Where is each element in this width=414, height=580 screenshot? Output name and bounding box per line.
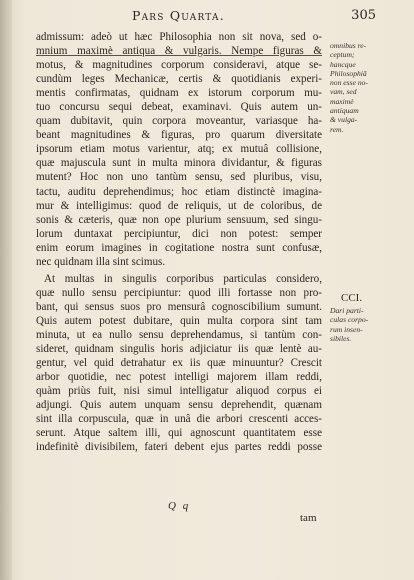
text-line: mur & intelligimus: quod de reliquis, ut de coloribus, de [36,199,322,212]
margin-note-line: rem. [330,124,344,134]
text-line: serunt. Atque saltem illi, qui agnoscunt quantitatem esse [36,427,322,440]
text-line: bant, qui sensus suos pro mensurâ cognoscibilium sumunt. [36,300,322,313]
margin-note-line: Philosophiā [330,68,367,78]
section-number: CCI. [341,292,363,304]
page-header [36,8,376,26]
text-line: ipsorum etiam motus varientur, atq; ex mutuâ collisione, [36,143,322,156]
text-line: tuo concursu sequi debeat, examinavi. Quis autem un- [36,101,322,114]
text-line: sideret, quidnam singulis horis adjiciatur iis quæ lentè au- [36,343,322,356]
text-line: sonis & cæteris, quæ non ope plurium sensuum, sed singu- [36,213,322,226]
text-line: mnium maximè antiqua & vulgaris. Nempe figuras & [36,45,322,58]
book-gutter [0,0,12,580]
text-line: arbor quotidie, nec potest intelligi majorem illam reddi, [36,371,322,384]
text-line: minuta, ut ea nullo sensu deprehendamus, si tantùm con- [36,328,322,341]
text-line: At multas in singulis corporibus particulas considero, [44,272,322,285]
running-head: Pars Quarta. [132,8,225,23]
text-line: nec quidnam illa sint scimus. [36,255,166,268]
text-line: gentur, vel quid detrahatur ex iis quæ minuuntur? Crescit [36,357,322,370]
text-line: mutent? Hoc non uno tantùm sensu, sed pluribus, visu, [36,171,322,184]
margin-note-line: rum insen- [330,324,363,334]
text-line: quæ nullo sensu percipiuntur: quod illi fortasse non pro- [36,286,322,299]
main-text [36,30,322,454]
margin-note-line: maximè [330,96,354,106]
text-line: indefinitè divisibilem, fateri debent ejus partes reddi posse [36,441,322,454]
text-line: mentis confirmatas, quidnam ex istorum corporum mu- [36,87,322,100]
page-number: 305 [351,8,376,23]
text-line: enim eorum imagines in cogitatione nostra sunt confusæ, [36,241,322,254]
text-line: lorum duntaxat percipiuntur, dici non potest: semper [36,227,322,240]
text-line: cundùm leges Mechanicæ, certis & quotidianis experi- [36,73,322,86]
margin-note-line: culas corpo- [330,315,369,325]
margin-note-line: & vulga- [330,115,358,125]
margin-note-line: antiquam [330,106,359,116]
text-line: tactu, auditu deprehendimus; hoc etiam distinctè imagina- [36,185,322,198]
catchword: tam [300,512,317,524]
text-line: quàm priùs fuit, nisi simul intelligatur aliquod corpus ei [36,385,322,398]
text-line: admissum: adeò ut hæc Philosophia non sit nova, sed o- [36,31,322,43]
margin-note-line: hancque [330,59,356,69]
text-line: quæ majuscula sunt in multa minora dividantur, & figuras [36,157,322,170]
text-line: quam dubitavit, quin corpora moveantur, variasque ha- [36,115,322,128]
margin-note-line: Dari parti- [330,306,364,315]
text-line: adjungi. Quis autem unquam sensu deprehendit, quænam [36,399,322,412]
text-line: beant magnitudines & figuras, pro quarum diversitate [36,129,322,142]
text-line: Quis autem potest dubitare, quin multa corpora sint tam [36,314,322,327]
signature-mark: Q q [168,500,191,512]
text-line: motus, & magnitudines corporum consideravi, atque se- [36,59,322,72]
text-line: sint illa corpuscula, quæ in unâ die arbori crescenti acces- [36,413,322,426]
margin-note-line: omnibus re- [330,41,367,50]
margin-note-line: vam, sed [330,87,357,97]
margin-note-line: ceptum; [330,50,355,60]
margin-note-line: non esse no- [330,78,368,88]
margin-note-line: sibiles. [330,333,352,343]
section-margin-note [330,306,396,343]
margin-note [330,41,396,134]
